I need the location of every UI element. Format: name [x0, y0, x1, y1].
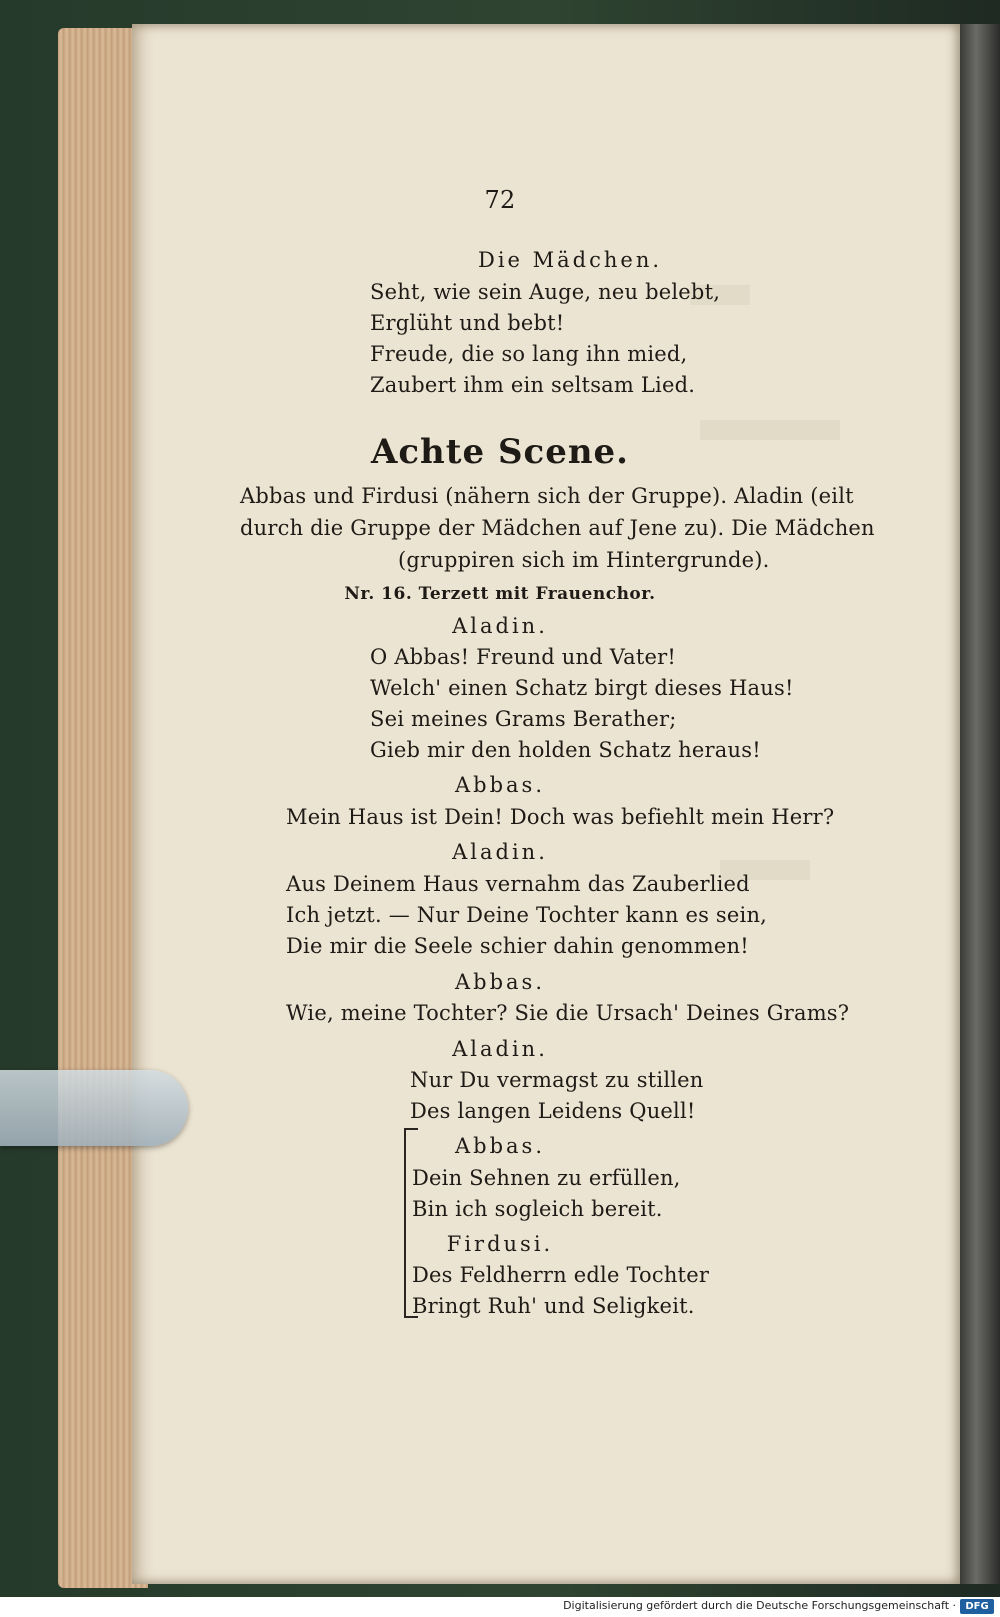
verse-line: Dein Sehnen zu erfüllen, — [412, 1166, 681, 1190]
verse-line: O Abbas! Freund und Vater! — [370, 645, 677, 669]
verse-line: Die mir die Seele schier dahin genommen! — [286, 934, 749, 958]
stage-direction: (gruppiren sich im Hintergrunde). — [398, 548, 770, 572]
ensemble-bracket-top — [404, 1128, 418, 1130]
verse-line: Gieb mir den holden Schatz heraus! — [370, 738, 761, 762]
digitization-credit: Digitalisierung gefördert durch die Deutsche Forschungsgemeinschaft · — [563, 1599, 956, 1612]
page-number: 72 — [484, 186, 516, 214]
verse-line: Mein Haus ist Dein! Doch was befiehlt mein Herr? — [286, 805, 835, 829]
speaker-label: Aladin. — [452, 1037, 548, 1061]
verse-line: Freude, die so lang ihn mied, — [370, 342, 688, 366]
verse-line: Des langen Leidens Quell! — [410, 1099, 696, 1123]
verse-line: Bringt Ruh' und Seligkeit. — [412, 1294, 695, 1318]
number-heading: Nr. 16. Terzett mit Frauenchor. — [344, 584, 656, 604]
verse-line: Zaubert ihm ein seltsam Lied. — [370, 373, 696, 397]
verse-line: Aus Deinem Haus vernahm das Zauberlied — [286, 872, 750, 896]
verse-line: Seht, wie sein Auge, neu belebt, — [370, 280, 721, 304]
verse-line: Bin ich sogleich bereit. — [412, 1197, 663, 1221]
speaker-label: Abbas. — [454, 1134, 546, 1158]
verse-line: Ich jetzt. — Nur Deine Tochter kann es sein, — [286, 903, 768, 927]
page-clip — [0, 1070, 188, 1146]
book-spine — [960, 24, 1000, 1584]
speaker-label: Die Mädchen. — [478, 248, 663, 272]
speaker-label: Aladin. — [452, 840, 548, 864]
verse-line: Erglüht und bebt! — [370, 311, 565, 335]
speaker-label: Abbas. — [454, 970, 546, 994]
stage-direction: durch die Gruppe der Mädchen auf Jene zu). Die Mädchen — [240, 516, 875, 540]
verse-line: Des Feldherrn edle Tochter — [412, 1263, 710, 1287]
verse-line: Sei meines Grams Berather; — [370, 707, 677, 731]
verse-line: Nur Du vermagst zu stillen — [410, 1068, 704, 1092]
verse-line: Wie, meine Tochter? Sie die Ursach' Deines Grams? — [286, 1001, 850, 1025]
speaker-label: Firdusi. — [446, 1232, 554, 1256]
speaker-label: Aladin. — [452, 614, 548, 638]
speaker-label: Abbas. — [454, 773, 546, 797]
stage-direction: Abbas und Firdusi (nähern sich der Gruppe). Aladin (eilt — [240, 484, 854, 508]
dfg-logo: DFG — [960, 1599, 994, 1614]
scene-title: Achte Scene. — [370, 432, 630, 472]
verse-line: Welch' einen Schatz birgt dieses Haus! — [370, 676, 794, 700]
